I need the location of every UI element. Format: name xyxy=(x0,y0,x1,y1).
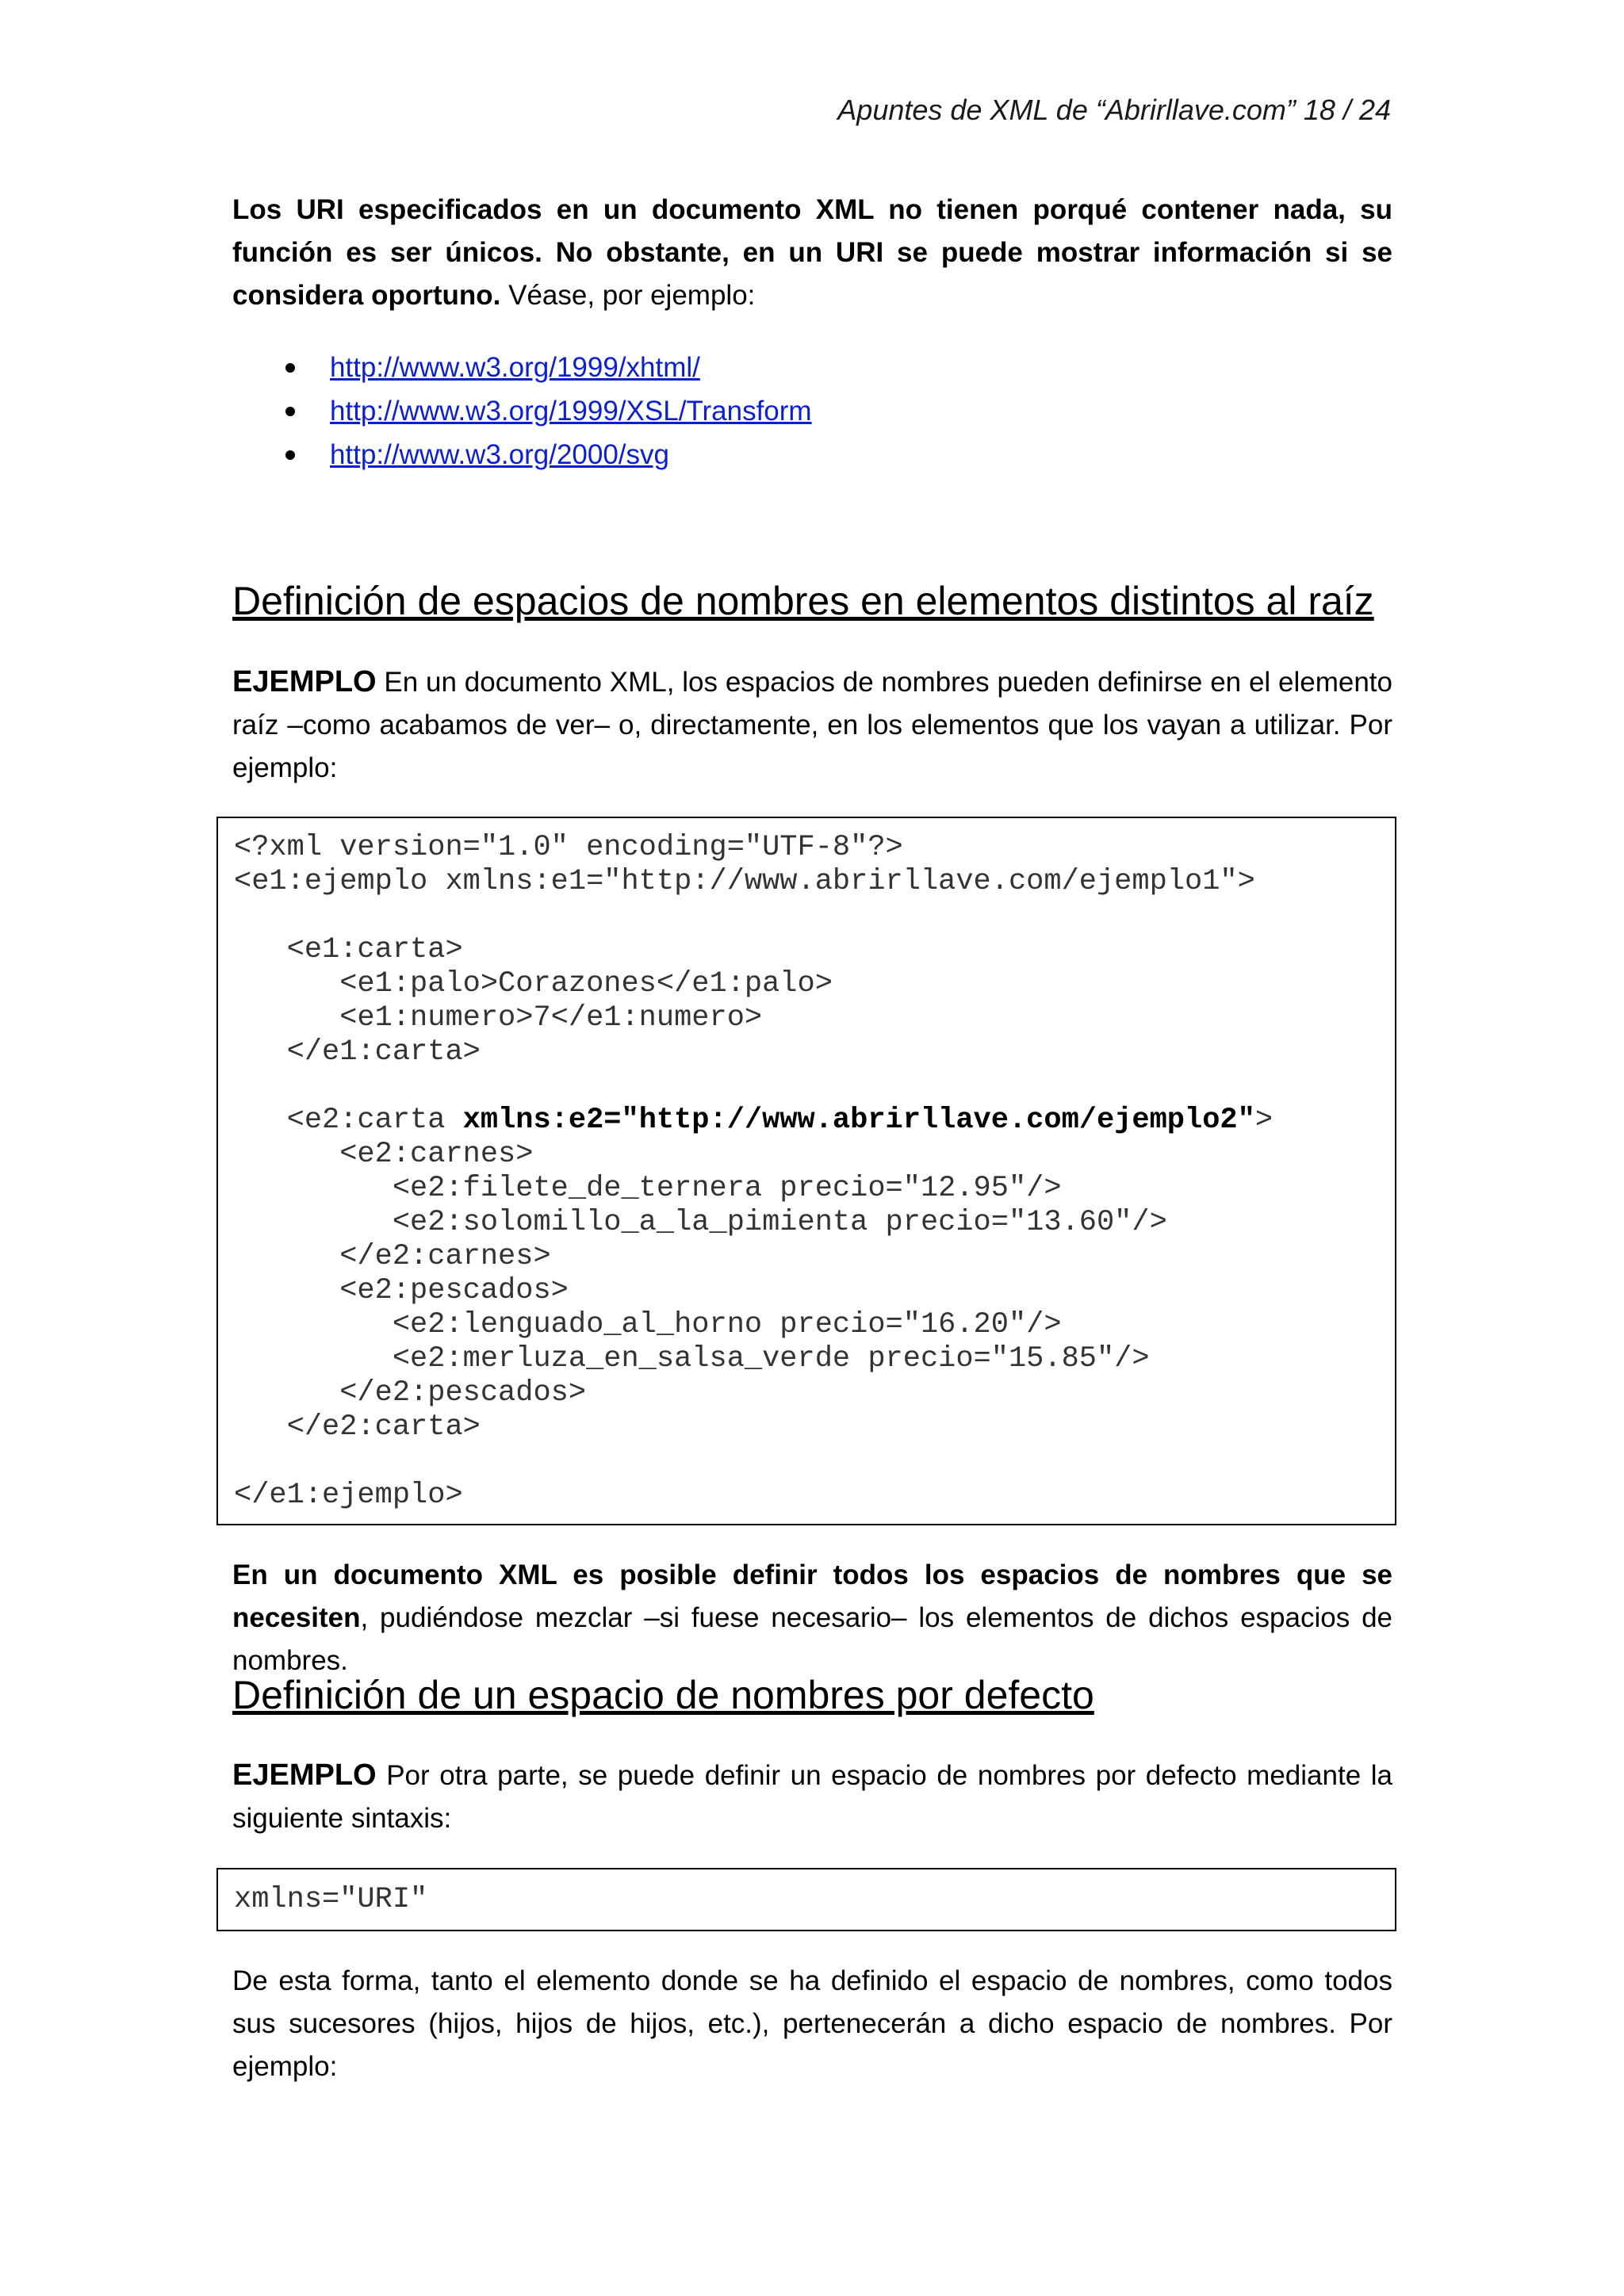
code-line: </e1:ejemplo> xyxy=(234,1479,463,1512)
code-line: <e2:lenguado_al_horno precio="16.20"/> xyxy=(234,1308,1062,1341)
code-line: <e1:numero>7</e1:numero> xyxy=(234,1001,763,1035)
after-bold-text: En un documento XML es posible definir todos los espacios de nombres que se necesiten xyxy=(232,1559,1392,1633)
section2-paragraph xyxy=(232,1754,1392,1840)
code-line: </e2:carnes> xyxy=(234,1240,551,1273)
closing-paragraph: De esta forma, tanto el elemento donde se ha definido el espacio de nombres, como todos sus sucesores (hijos, hijos de hijos, etc.), pertenecerán a dicho espacio de nombres. Por ejemplo: xyxy=(232,1965,1392,2082)
link-svg[interactable]: http://www.w3.org/2000/svg xyxy=(330,439,669,470)
code-line: <e2:merluza_en_salsa_verde precio="15.85"/> xyxy=(234,1342,1150,1376)
code-line: <e1:ejemplo xmlns:e1="http://www.abrirllave.com/ejemplo1"> xyxy=(234,865,1255,898)
ejemplo-label: EJEMPLO xyxy=(232,1758,377,1792)
intro-bold-text: Los URI especificados en un documento XML no tienen porqué contener nada, su función es ser únicos. No obstante, en un URI se puede mostrar información si se considera oportuno. xyxy=(232,194,1392,311)
intro-paragraph xyxy=(232,189,1392,317)
code-line: <e1:carta> xyxy=(234,933,463,966)
link-xhtml[interactable]: http://www.w3.org/1999/xhtml/ xyxy=(330,352,700,383)
code-line: <e2:solomillo_a_la_pimienta precio="13.60"/> xyxy=(234,1206,1167,1239)
list-item xyxy=(285,389,812,433)
section-heading-default-namespace: Definición de un espacio de nombres por defecto xyxy=(232,1673,1094,1717)
list-item xyxy=(285,346,812,389)
section2-text: Por otra parte, se puede definir un espacio de nombres por defecto mediante la siguiente sintaxis: xyxy=(232,1760,1392,1834)
section1-paragraph xyxy=(232,660,1392,790)
link-xsl-transform[interactable]: http://www.w3.org/1999/XSL/Transform xyxy=(330,396,812,427)
code-line: <e2:pescados> xyxy=(234,1274,569,1307)
code-namespace-declaration: xmlns:e2="http://www.abrirllave.com/ejemplo2" xyxy=(462,1104,1255,1137)
code-line xyxy=(218,899,1395,933)
syntax-code-box xyxy=(216,1868,1396,1931)
bullet-icon xyxy=(285,363,295,373)
code-segment: <e2:carta xyxy=(234,1104,463,1137)
code-line: xmlns="URI" xyxy=(234,1883,428,1916)
header-title: Apuntes de XML de “Abrirllave.com” xyxy=(837,94,1296,126)
code-line xyxy=(218,1445,1395,1479)
list-item xyxy=(285,433,812,476)
section-heading-non-root: Definición de espacios de nombres en elementos distintos al raíz xyxy=(232,579,1374,623)
code-segment: > xyxy=(1254,1104,1274,1137)
ejemplo-label: EJEMPLO xyxy=(232,665,377,698)
code-line xyxy=(218,1070,1395,1104)
code-line xyxy=(218,1104,1395,1138)
code-line: <e2:filete_de_ternera precio="12.95"/> xyxy=(234,1172,1062,1205)
after-rest-text: , pudiéndose mezclar –si fuese necesario– los elementos de dichos espacios de nombres. xyxy=(232,1602,1392,1676)
bullet-icon xyxy=(285,407,295,416)
section1-after-paragraph xyxy=(232,1554,1392,1682)
code-line: </e1:carta> xyxy=(234,1035,481,1069)
intro-rest-text: Véase, por ejemplo: xyxy=(508,280,756,311)
code-line: </e2:pescados> xyxy=(234,1376,587,1410)
section1-text: En un documento XML, los espacios de nombres pueden definirse en el elemento raíz –como acabamos de ver– o, directamente, en los elementos que los vayan a utilizar. Por ejemplo: xyxy=(232,667,1392,783)
running-header xyxy=(793,94,1391,127)
code-line: <e1:palo>Corazones</e1:palo> xyxy=(234,967,833,1001)
code-line: </e2:carta> xyxy=(234,1410,481,1444)
code-line: <e2:carnes> xyxy=(234,1138,534,1171)
code-example-box xyxy=(216,817,1396,1525)
code-line: <?xml version="1.0" encoding="UTF-8"?> xyxy=(234,831,903,864)
bullet-icon xyxy=(285,450,295,460)
uri-link-list xyxy=(285,346,812,476)
page-number: 18 / 24 xyxy=(1303,94,1391,126)
